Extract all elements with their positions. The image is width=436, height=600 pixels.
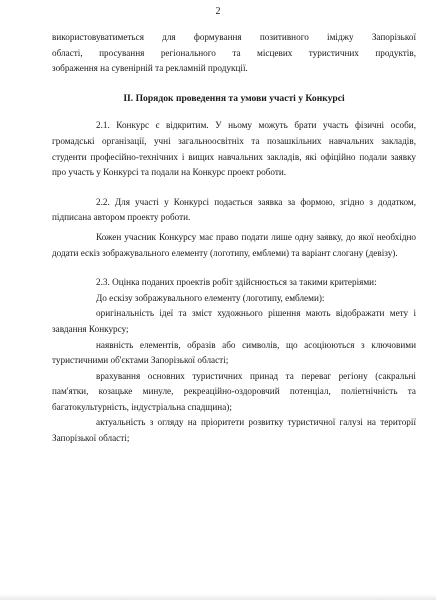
intro-line-3: зображення на сувенірній та рекламній продукції. bbox=[52, 63, 248, 74]
criterion-relevance: актуальність з огляду на пріоритети розвитку туристичної галузі на території Запорізької області; bbox=[52, 417, 416, 444]
paragraph-2-2-participant: Кожен учасник Конкурсу має право подати лише одну заявку, до якої необхідно додати ескіз зображувального елементу (логотипу, емблеми) та варіант слогану (девізу). bbox=[52, 231, 416, 258]
paragraph-2-2: 2.2. Для участі у Конкурсі подається заявка за формою, згідно з додатком, підписана автором проекту роботи. bbox=[52, 196, 416, 223]
criterion-originality: оригінальність ідеї та зміст художнього рішення мають відображати мету і завдання Конкурсу; bbox=[52, 308, 416, 334]
section-title: II. Порядок проведення та умови участі у Конкурсі bbox=[123, 92, 345, 104]
paragraph-2-3: 2.3. Оцінка поданих проектів робіт здійснюється за такими критеріями: bbox=[96, 277, 377, 288]
intro-line-1: використовуватиметься для формування позитивного іміджу Запорізької bbox=[52, 32, 416, 42]
scan-bottom-edge bbox=[0, 594, 436, 600]
page-number: 2 bbox=[215, 6, 221, 17]
criterion-attractions: врахування основних туристичних принад та переваг регіону (сакральні пам'ятки, козацьке минуле, рекреаційно-оздоровчий потенціал, поліетнічність та багатокультурність, індустріальна спадщина); bbox=[52, 370, 416, 412]
intro-line-2: області, просування регіонального та місцевих туристичних продуктів, bbox=[52, 47, 416, 58]
paragraph-2-1: 2.1. Конкурс є відкритим. У ньому можуть брати участь фізичні особи, громадські організації, учні загальноосвітніх та позашкільних навчальних закладів, студенти професійно-технічних і вищих навчальних закладів, які офіційно подали заявку про участь у Конкурсі та подали на Конкурс проект роботи. bbox=[52, 120, 416, 178]
criterion-elements: наявність елементів, образів або символів, що асоціюються з ключовими туристичними об'єктами Запорізької області; bbox=[52, 339, 416, 366]
document-body bbox=[52, 30, 416, 447]
criteria-intro: До ескізу зображувального елементу (логотипу, емблеми): bbox=[96, 292, 325, 303]
